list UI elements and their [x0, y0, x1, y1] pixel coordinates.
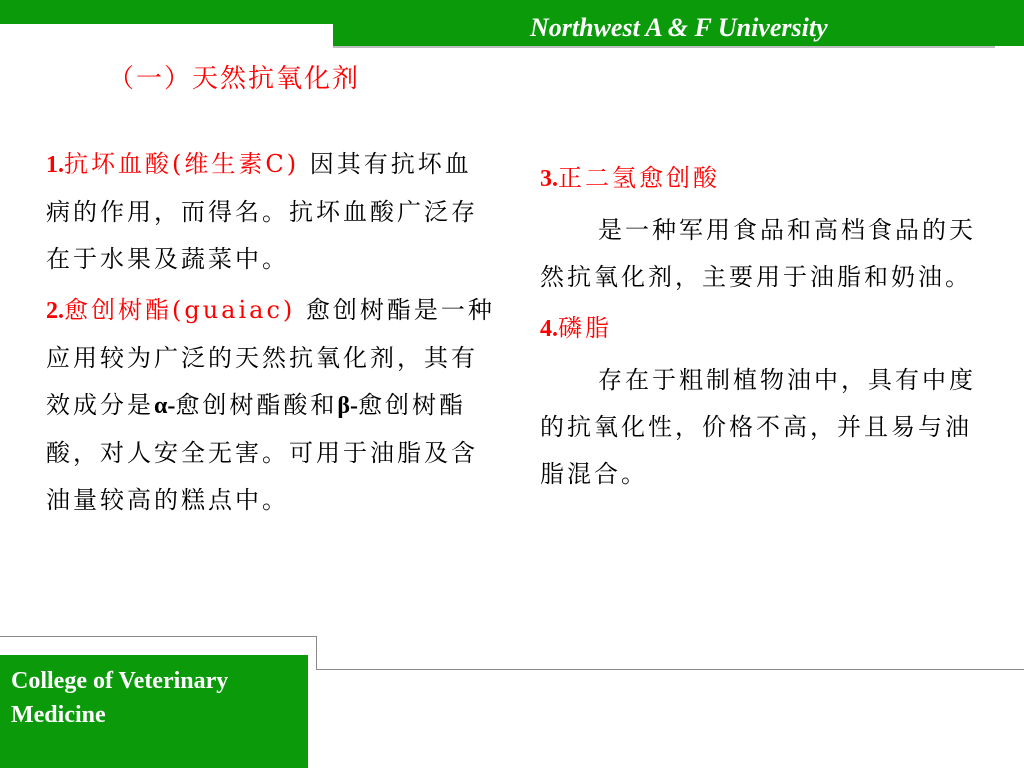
footer-divider [0, 636, 316, 637]
item-title: 抗坏血酸(维生素C) [64, 150, 300, 178]
item-description: 愈创树酯是一种应用较为广泛的天然抗氧化剂，其有效成分是 [46, 296, 495, 419]
item-title: 愈创树酯(guaiac) [64, 296, 296, 324]
item-title: 正二氢愈创酸 [558, 164, 720, 192]
top-left-green-bar [0, 0, 333, 24]
beta-prefix: β- [337, 393, 359, 419]
college-name [11, 664, 301, 732]
section-heading: （一）天然抗氧化剂 [108, 64, 361, 94]
footer-divider-step [316, 636, 317, 670]
university-title: Northwest A & F University [530, 13, 828, 42]
header-underline [333, 46, 998, 48]
item-description: 愈创树酯酸，对人安全无害。可用于油脂及含油量较高的糕点中。 [46, 391, 478, 514]
left-column [46, 141, 496, 528]
item-number: 3. [540, 166, 558, 192]
alpha-prefix: α- [154, 393, 176, 419]
item-ascorbic-acid [46, 141, 496, 283]
header-notch [995, 46, 1024, 48]
item-phospholipid-description: 存在于粗制植物油中，具有中度的抗氧化性，价格不高，并且易与油脂混合。 [540, 366, 976, 488]
college-name-line2: Medicine [11, 702, 106, 728]
footer-divider-right [316, 669, 1024, 670]
item-number: 4. [540, 316, 558, 342]
item-number: 1. [46, 152, 64, 178]
item-number: 2. [46, 298, 64, 324]
right-column [540, 155, 990, 502]
item-phospholipid-heading [540, 305, 990, 353]
item-ndga-description: 是一种军用食品和高档食品的天然抗氧化剂，主要用于油脂和奶油。 [540, 216, 976, 291]
item-ndga-heading [540, 155, 990, 203]
item-title: 磷脂 [558, 314, 612, 342]
college-name-line1: College of Veterinary [11, 668, 229, 694]
item-guaiac [46, 287, 496, 524]
item-description: 愈创树酯酸和 [175, 391, 338, 419]
item-description: 因其有抗坏血病的作用，而得名。抗坏血酸广泛存在于水果及蔬菜中。 [46, 150, 478, 273]
